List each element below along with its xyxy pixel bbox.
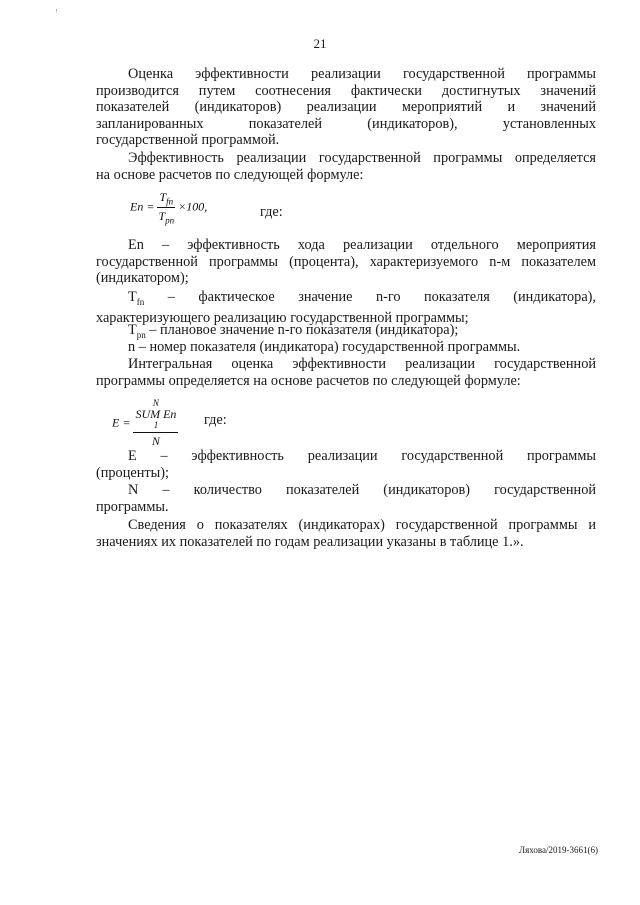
paragraph-N-definition [96,482,596,515]
formula-denominator: $T_{pn}$ [158,209,175,226]
formula-denominator: N [151,434,160,448]
formula-lhs: E = [112,415,131,430]
formula-e [112,398,178,449]
paragraph-evaluation-intro [96,66,596,149]
text-line: Интегральная оценка эффективности реализации государственной [128,356,596,372]
formula-fraction [133,398,178,449]
formula-lhs: En = [130,199,155,214]
text-line: $T_{pn}$ – плановое значение n-го показателя (индикатора); [128,322,459,340]
page-number: 21 [313,36,327,51]
text-line: на основе расчетов по следующей формуле: [96,166,364,183]
text-line: Еn – эффективность хода реализации отдельного мероприятия [128,237,596,253]
text-line: характеризующего реализацию государственной программы; [96,310,469,327]
paragraph-formula-intro [96,150,596,183]
text-line: (проценты); [96,464,169,481]
text-line: государственной программой. [96,132,280,149]
text-line: Сведения о показателях (индикаторах) государственной программы и [128,517,596,533]
formula-where-label: где: [260,204,283,220]
corner-mark: ᵎ [56,6,58,16]
text-line: показателей (индикаторов) реализации мероприятий и значений [96,99,596,116]
text-line: (индикатором); [96,270,189,287]
formula-fraction [157,190,175,226]
paragraph-integral-intro [96,356,596,389]
text-line: запланированных показателей (индикаторов), установленных [96,115,596,132]
text-line: Е – эффективность реализации государственной программы [128,448,596,464]
formula-numerator: $T_{fn}$ [159,190,174,207]
formula-en [130,190,207,226]
document-footer-code: Ляхова/2019-3661(6) [518,845,598,855]
paragraph-n-definition [96,339,596,356]
formula-numerator: N SUM En 1 [133,398,178,433]
text-line: n – номер показателя (индикатора) государственной программы. [128,339,521,355]
text-line: значениях их показателей по годам реализации указаны в таблице 1.». [96,533,524,550]
paragraph-e-definition [96,448,596,481]
text-line: программы. [96,498,169,515]
paragraph-table-reference [96,517,596,550]
text-line: N – количество показателей (индикаторов) государственной [128,482,596,498]
text-line: государственной программы (процента), характеризуемого n-м показателем [96,253,596,270]
paragraph-en-definition [96,237,596,287]
formula-where-label: где: [204,412,227,428]
text-line: Оценка эффективности реализации государственной программы [128,66,596,82]
formula-multiplier: ×100, [178,199,208,214]
text-line: производится путем соотнесения фактически достигнутых значений [96,82,596,99]
text-line: $T_{fn}$ – фактическое значение n-го показателя (индикатора), [128,289,596,307]
text-line: Эффективность реализации государственной программы определяется [128,150,596,166]
text-line: программы определяется на основе расчетов по следующей формуле: [96,372,521,389]
